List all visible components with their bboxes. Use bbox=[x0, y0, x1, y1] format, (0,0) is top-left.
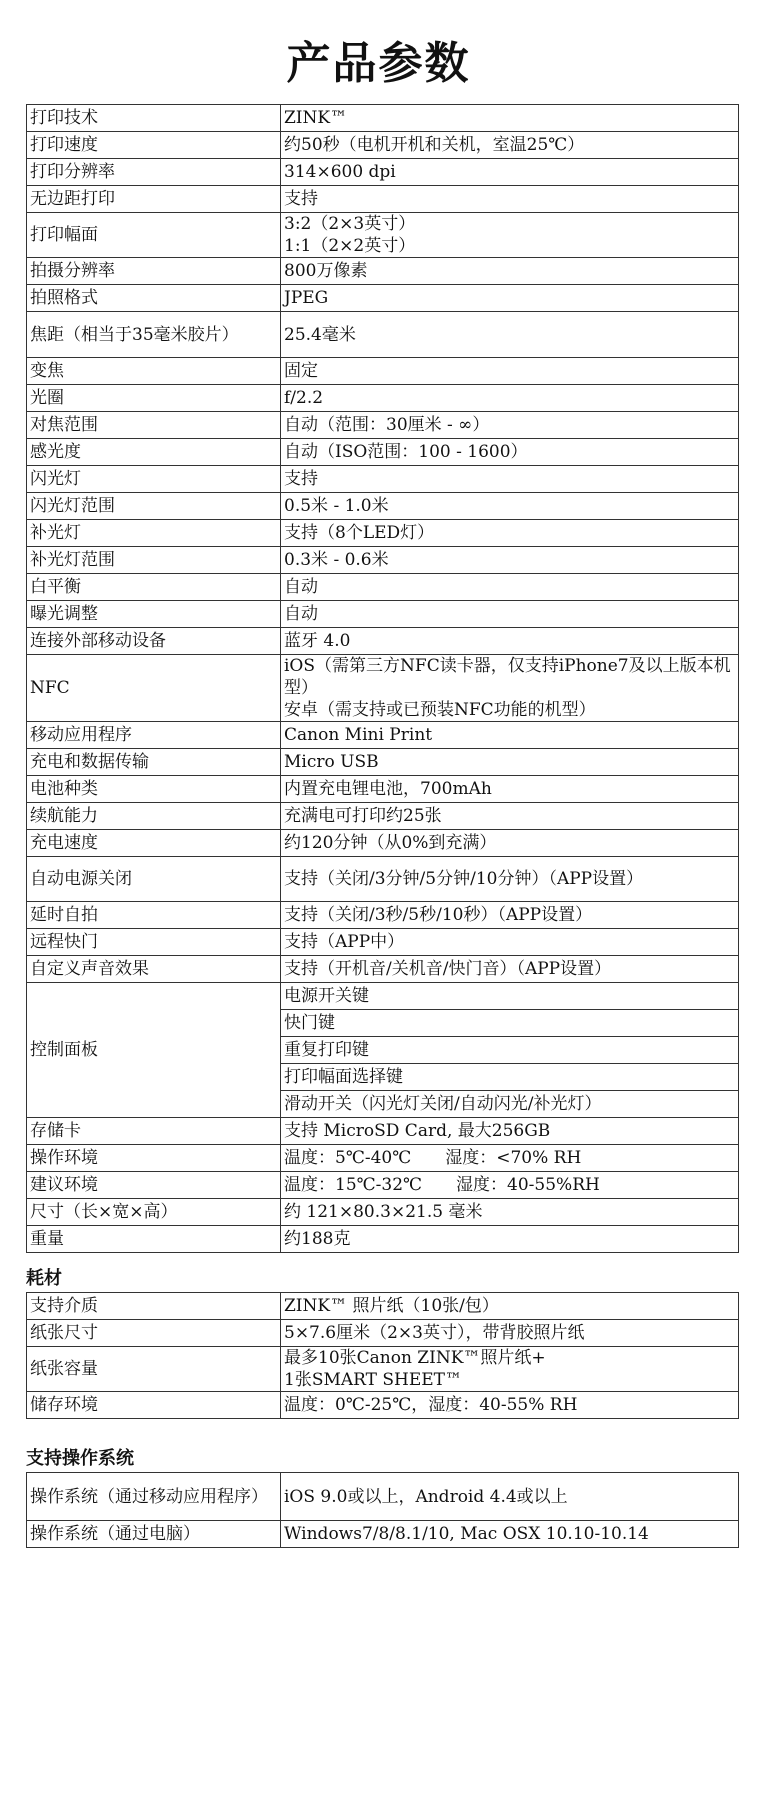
os-heading: 支持操作系统 bbox=[26, 1448, 134, 1469]
table-row bbox=[27, 1293, 739, 1320]
spec-value: 支持（APP中） bbox=[281, 929, 739, 956]
spec-value: 支持（关闭/3分钟/5分钟/10分钟）（APP设置） bbox=[281, 857, 739, 902]
spec-label: 无边距打印 bbox=[27, 186, 281, 213]
table-row bbox=[27, 258, 739, 285]
table-row bbox=[27, 439, 739, 466]
spec-value: 支持（开机音/关机音/快门音）（APP设置） bbox=[281, 956, 739, 983]
spec-table bbox=[26, 104, 739, 1253]
spec-value: 约 121×80.3×21.5 毫米 bbox=[281, 1199, 739, 1226]
spec-value: 800万像素 bbox=[281, 258, 739, 285]
spec-label: 补光灯 bbox=[27, 520, 281, 547]
table-row bbox=[27, 1145, 739, 1172]
spec-label: 储存环境 bbox=[27, 1392, 281, 1419]
spec-label: 拍照格式 bbox=[27, 285, 281, 312]
spec-value: 支持 MicroSD Card, 最大256GB bbox=[281, 1118, 739, 1145]
spec-value: 约188克 bbox=[281, 1226, 739, 1253]
table-row bbox=[27, 574, 739, 601]
table-row bbox=[27, 493, 739, 520]
table-row bbox=[27, 385, 739, 412]
spec-value bbox=[281, 213, 739, 258]
spec-value: ZINK™ 照片纸（10张/包） bbox=[281, 1293, 739, 1320]
table-row bbox=[27, 1347, 739, 1392]
table-row bbox=[27, 601, 739, 628]
spec-value: 自动 bbox=[281, 601, 739, 628]
spec-label: 移动应用程序 bbox=[27, 722, 281, 749]
spec-label: 尺寸（长×宽×高） bbox=[27, 1199, 281, 1226]
table-row bbox=[27, 803, 739, 830]
spec-value: Micro USB bbox=[281, 749, 739, 776]
spec-label: 打印技术 bbox=[27, 105, 281, 132]
table-row bbox=[27, 1473, 739, 1521]
spec-value: 5×7.6厘米（2×3英寸），带背胶照片纸 bbox=[281, 1320, 739, 1347]
control-panel-item: 滑动开关（闪光灯关闭/自动闪光/补光灯） bbox=[281, 1091, 739, 1118]
table-row bbox=[27, 312, 739, 358]
spec-value-line: 安卓（需支持或已预装NFC功能的机型） bbox=[284, 700, 596, 720]
spec-label: 纸张尺寸 bbox=[27, 1320, 281, 1347]
spec-label: 纸张容量 bbox=[27, 1347, 281, 1392]
spec-value-line: 3:2（2×3英寸） bbox=[284, 214, 416, 234]
spec-label: 远程快门 bbox=[27, 929, 281, 956]
spec-value: 0.3米 - 0.6米 bbox=[281, 547, 739, 574]
table-row bbox=[27, 929, 739, 956]
table-row bbox=[27, 722, 739, 749]
table-row bbox=[27, 1118, 739, 1145]
spec-label: 电池种类 bbox=[27, 776, 281, 803]
spec-label: 充电速度 bbox=[27, 830, 281, 857]
spec-label: 对焦范围 bbox=[27, 412, 281, 439]
spec-label: 延时自拍 bbox=[27, 902, 281, 929]
spec-label: 自动电源关闭 bbox=[27, 857, 281, 902]
spec-label: 变焦 bbox=[27, 358, 281, 385]
table-row bbox=[27, 466, 739, 493]
os-table bbox=[26, 1472, 739, 1548]
spec-value-line: 1张SMART SHEET™ bbox=[284, 1370, 463, 1390]
control-panel-item: 快门键 bbox=[281, 1010, 739, 1037]
spec-label: 充电和数据传输 bbox=[27, 749, 281, 776]
spec-value: 自动 bbox=[281, 574, 739, 601]
spec-label: 操作系统（通过移动应用程序） bbox=[27, 1473, 281, 1521]
spec-value-line: iOS（需第三方NFC读卡器，仅支持iPhone7及以上版本机型） bbox=[284, 656, 731, 698]
spec-label: 白平衡 bbox=[27, 574, 281, 601]
spec-label: 闪光灯范围 bbox=[27, 493, 281, 520]
spec-label: 操作系统（通过电脑） bbox=[27, 1521, 281, 1548]
spec-value: 内置充电锂电池，700mAh bbox=[281, 776, 739, 803]
table-row bbox=[27, 213, 739, 258]
spec-value: 约120分钟（从0%到充满） bbox=[281, 830, 739, 857]
table-row bbox=[27, 1320, 739, 1347]
spec-label: 重量 bbox=[27, 1226, 281, 1253]
table-row bbox=[27, 105, 739, 132]
table-row bbox=[27, 132, 739, 159]
spec-value: Canon Mini Print bbox=[281, 722, 739, 749]
spec-label: 控制面板 bbox=[27, 983, 281, 1118]
spec-value: 自动（范围：30厘米 - ∞） bbox=[281, 412, 739, 439]
table-row bbox=[27, 1199, 739, 1226]
spec-label: 焦距（相当于35毫米胶片） bbox=[27, 312, 281, 358]
spec-value: 25.4毫米 bbox=[281, 312, 739, 358]
spec-label: 补光灯范围 bbox=[27, 547, 281, 574]
spec-value: 固定 bbox=[281, 358, 739, 385]
spec-value: f/2.2 bbox=[281, 385, 739, 412]
spec-value: 温度：15℃-32℃ 湿度：40-55%RH bbox=[281, 1172, 739, 1199]
spec-label: 光圈 bbox=[27, 385, 281, 412]
spec-label: 曝光调整 bbox=[27, 601, 281, 628]
table-row bbox=[27, 655, 739, 722]
table-row bbox=[27, 956, 739, 983]
spec-label: 操作环境 bbox=[27, 1145, 281, 1172]
table-row bbox=[27, 1392, 739, 1419]
spec-label: 建议环境 bbox=[27, 1172, 281, 1199]
spec-value: 支持 bbox=[281, 466, 739, 493]
spec-label: 打印速度 bbox=[27, 132, 281, 159]
table-row bbox=[27, 776, 739, 803]
spec-label: 闪光灯 bbox=[27, 466, 281, 493]
table-row bbox=[27, 547, 739, 574]
table-row bbox=[27, 1226, 739, 1253]
spec-value: 0.5米 - 1.0米 bbox=[281, 493, 739, 520]
table-row bbox=[27, 830, 739, 857]
spec-value-line: 最多10张Canon ZINK™照片纸+ bbox=[284, 1348, 546, 1368]
spec-label: NFC bbox=[27, 655, 281, 722]
table-row bbox=[27, 1172, 739, 1199]
spec-value: 314×600 dpi bbox=[281, 159, 739, 186]
table-row bbox=[27, 520, 739, 547]
control-panel-item: 电源开关键 bbox=[281, 983, 739, 1010]
spec-value: 支持（8个LED灯） bbox=[281, 520, 739, 547]
table-row bbox=[27, 159, 739, 186]
spec-value: JPEG bbox=[281, 285, 739, 312]
spec-value: 温度：5℃-40℃ 湿度：<70% RH bbox=[281, 1145, 739, 1172]
spec-value: 蓝牙 4.0 bbox=[281, 628, 739, 655]
spec-value: 约50秒（电机开机和关机，室温25℃） bbox=[281, 132, 739, 159]
spec-label: 连接外部移动设备 bbox=[27, 628, 281, 655]
table-row bbox=[27, 983, 739, 1010]
control-panel-item: 打印幅面选择键 bbox=[281, 1064, 739, 1091]
spec-label: 支持介质 bbox=[27, 1293, 281, 1320]
spec-label: 拍摄分辨率 bbox=[27, 258, 281, 285]
spec-value: iOS 9.0或以上，Android 4.4或以上 bbox=[281, 1473, 739, 1521]
consumables-table bbox=[26, 1292, 739, 1419]
spec-label: 打印分辨率 bbox=[27, 159, 281, 186]
table-row bbox=[27, 857, 739, 902]
control-panel-item: 重复打印键 bbox=[281, 1037, 739, 1064]
spec-value bbox=[281, 655, 739, 722]
spec-value: 充满电可打印约25张 bbox=[281, 803, 739, 830]
spec-label: 续航能力 bbox=[27, 803, 281, 830]
spec-value: 支持（关闭/3秒/5秒/10秒）（APP设置） bbox=[281, 902, 739, 929]
spec-label: 感光度 bbox=[27, 439, 281, 466]
spec-label: 存储卡 bbox=[27, 1118, 281, 1145]
table-row bbox=[27, 285, 739, 312]
consumables-heading: 耗材 bbox=[26, 1268, 62, 1289]
table-row bbox=[27, 358, 739, 385]
spec-value: 支持 bbox=[281, 186, 739, 213]
spec-label: 打印幅面 bbox=[27, 213, 281, 258]
spec-value bbox=[281, 1347, 739, 1392]
spec-value-line: 1:1（2×2英寸） bbox=[284, 236, 416, 256]
table-row bbox=[27, 628, 739, 655]
table-row bbox=[27, 902, 739, 929]
spec-value: 自动（ISO范围：100 - 1600） bbox=[281, 439, 739, 466]
table-row bbox=[27, 1521, 739, 1548]
spec-value: 温度：0℃-25℃，湿度：40-55% RH bbox=[281, 1392, 739, 1419]
table-row bbox=[27, 412, 739, 439]
table-row bbox=[27, 749, 739, 776]
spec-value: Windows7/8/8.1/10, Mac OSX 10.10-10.14 bbox=[281, 1521, 739, 1548]
spec-label: 自定义声音效果 bbox=[27, 956, 281, 983]
page-title: 产品参数 bbox=[286, 38, 471, 89]
spec-value: ZINK™ bbox=[281, 105, 739, 132]
table-row bbox=[27, 186, 739, 213]
